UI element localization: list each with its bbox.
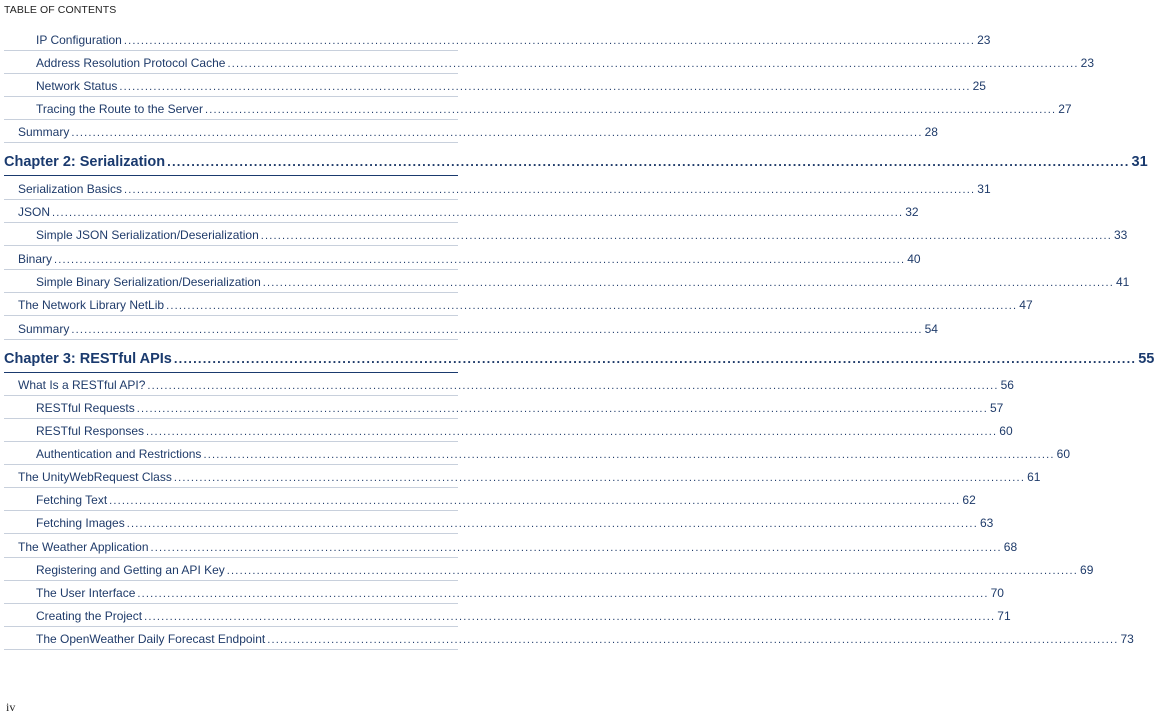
chapter-divider [4,372,458,373]
toc-entry[interactable] [36,228,1128,242]
toc-entry[interactable] [36,586,1004,600]
dot-leader: ........................................................................................................................................................................................................ [227,58,1079,70]
entry-divider [4,649,458,650]
entry-page-number: 41 [1116,275,1130,289]
entry-title: RESTful Requests [36,401,135,415]
toc-entry[interactable] [36,102,1072,116]
entry-page-number: 25 [972,79,986,93]
dot-leader: ........................................................................................................................................................................................................ [126,518,978,530]
dot-leader: ........................................................................................................................................................................................................ [166,300,1018,312]
entry-title: Tracing the Route to the Server [36,102,203,116]
entry-page-number: 54 [924,322,938,336]
entry-divider [4,142,458,143]
dot-leader: ........................................................................................................................................................................................................ [173,472,1026,484]
entry-title: Summary [18,322,70,336]
toc-entry[interactable] [18,298,1033,312]
toc-entry[interactable] [36,401,1004,415]
dot-leader: ........................................................................................................................................................................................................ [137,588,989,600]
entry-title: The Weather Application [18,540,149,554]
entry-title: Serialization Basics [18,182,123,196]
dot-leader: ........................................................................................................................................................................................................ [71,324,923,336]
toc-entry[interactable] [36,563,1094,577]
entry-divider [4,603,458,604]
toc-entry[interactable] [36,447,1071,461]
toc-entry[interactable] [18,205,919,219]
entry-divider [4,557,458,558]
toc-entry[interactable] [36,33,991,47]
entry-page-number: 32 [905,205,919,219]
entry-divider [4,626,458,627]
entry-divider [4,464,458,465]
entry-page-number: 60 [999,424,1013,438]
dot-leader: ........................................................................................................................................................................................................ [146,426,998,438]
entry-title: Chapter 2: Serialization [4,154,166,170]
toc-entry[interactable] [18,378,1014,392]
toc-entry[interactable] [36,79,986,93]
entry-divider [4,533,458,534]
entry-divider [4,418,458,419]
entry-page-number: 60 [1056,447,1071,461]
entry-divider [4,441,458,442]
entry-page-number: 62 [962,493,976,507]
entry-divider [4,487,458,488]
dot-leader: ........................................................................................................................................................................................................ [119,81,971,93]
entry-divider [4,50,458,51]
entry-divider [4,510,458,511]
entry-divider [4,269,458,270]
dot-leader: ........................................................................................................................................................................................................ [52,207,904,219]
entry-divider [4,119,458,120]
dot-leader: ........................................................................................................................................................................................................ [226,565,1079,577]
dot-leader: ........................................................................................................................................................................................................ [167,154,1130,169]
entry-title: RESTful Responses [36,424,145,438]
toc-entry[interactable] [18,182,991,196]
entry-page-number: 28 [924,125,938,139]
dot-leader: ........................................................................................................................................................................................................ [123,35,976,47]
entry-page-number: 31 [1131,154,1148,170]
running-header: TABLE OF CONTENTS [4,4,117,16]
entry-title: The OpenWeather Daily Forecast Endpoint [36,632,266,646]
entry-page-number: 71 [997,609,1011,623]
entry-title: What Is a RESTful API? [18,378,146,392]
entry-title: Authentication and Restrictions [36,447,202,461]
toc-entry[interactable] [36,493,976,507]
entry-page-number: 55 [1138,351,1154,367]
toc-entry[interactable] [18,322,938,336]
dot-leader: ........................................................................................................................................................................................................ [204,104,1057,116]
entry-title: Creating the Project [36,609,143,623]
toc-entry[interactable] [36,632,1134,646]
entry-divider [4,199,458,200]
entry-title: Fetching Text [36,493,108,507]
entry-title: The Network Library NetLib [18,298,165,312]
toc-entry[interactable] [36,609,1011,623]
entry-page-number: 27 [1058,102,1072,116]
entry-page-number: 40 [907,252,921,266]
dot-leader: ........................................................................................................................................................................................................ [173,351,1137,366]
entry-divider [4,73,458,74]
entry-title: Network Status [36,79,118,93]
dot-leader: ........................................................................................................................................................................................................ [136,403,988,415]
entry-page-number: 70 [990,586,1004,600]
entry-title: Simple JSON Serialization/Deserialization [36,228,259,242]
entry-page-number: 33 [1114,228,1128,242]
toc-entry[interactable] [18,540,1018,554]
toc-entry[interactable] [36,516,994,530]
dot-leader: ........................................................................................................................................................................................................ [124,184,976,196]
entry-page-number: 47 [1019,298,1033,312]
entry-page-number: 56 [1000,378,1014,392]
entry-page-number: 73 [1120,632,1134,646]
entry-title: Fetching Images [36,516,125,530]
entry-divider [4,395,458,396]
entry-page-number: 69 [1080,563,1094,577]
entry-page-number: 31 [977,182,991,196]
dot-leader: ........................................................................................................................................................................................................ [54,254,906,266]
entry-title: Address Resolution Protocol Cache [36,56,226,70]
dot-leader: ........................................................................................................................................................................................................ [147,380,999,392]
entry-title: IP Configuration [36,33,122,47]
toc-entry[interactable] [18,470,1041,484]
entry-divider [4,580,458,581]
entry-page-number: 23 [1080,56,1095,70]
entry-page-number: 57 [989,401,1004,415]
entry-page-number: 68 [1003,540,1018,554]
entry-title: The User Interface [36,586,136,600]
entry-title: The UnityWebRequest Class [18,470,172,484]
toc-entry[interactable] [36,424,1013,438]
entry-divider [4,292,458,293]
toc-entry[interactable] [18,125,938,139]
dot-leader: ........................................................................................................................................................................................................ [260,230,1112,242]
entry-title: Registering and Getting an API Key [36,563,225,577]
dot-leader: ........................................................................................................................................................................................................ [150,542,1002,554]
entry-page-number: 63 [979,516,994,530]
dot-leader: ........................................................................................................................................................................................................ [109,495,961,507]
dot-leader: ........................................................................................................................................................................................................ [262,277,1114,289]
entry-title: Binary [18,252,53,266]
dot-leader: ........................................................................................................................................................................................................ [267,634,1119,646]
entry-divider [4,315,458,316]
entry-divider [4,96,458,97]
dot-leader: ........................................................................................................................................................................................................ [144,611,996,623]
chapter-entry[interactable] [4,351,1154,367]
entry-title: JSON [18,205,51,219]
dot-leader: ........................................................................................................................................................................................................ [203,449,1055,461]
toc-entry[interactable] [36,56,1095,70]
toc-entry[interactable] [36,275,1130,289]
entry-page-number: 61 [1027,470,1041,484]
entry-page-number: 23 [977,33,991,47]
entry-divider [4,222,458,223]
entry-title: Summary [18,125,70,139]
chapter-entry[interactable] [4,154,1148,170]
page-number: iv [6,700,16,714]
entry-title: Simple Binary Serialization/Deserialization [36,275,261,289]
toc-entry[interactable] [18,252,921,266]
entry-divider [4,339,458,340]
entry-title: Chapter 3: RESTful APIs [4,351,172,367]
chapter-divider [4,175,458,176]
dot-leader: ........................................................................................................................................................................................................ [71,127,923,139]
entry-divider [4,245,458,246]
